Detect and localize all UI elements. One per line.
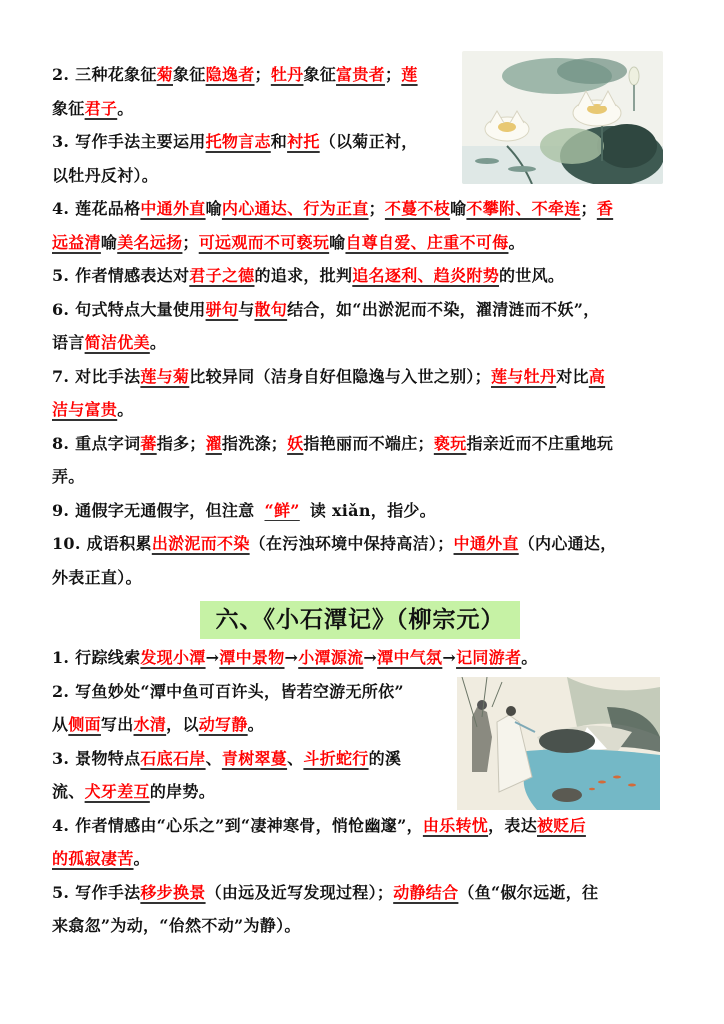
note-item <box>52 675 672 742</box>
text-segment: （以菊正衬， <box>319 132 418 151</box>
text-segment: → <box>205 648 220 667</box>
text-segment: 6. 句式特点大量使用 <box>52 299 206 319</box>
text-segment: 结合，如“出淤泥而不染，濯清涟而不妖”， <box>287 299 600 319</box>
text-segment: 指艳丽而不端庄； <box>303 433 434 453</box>
text-segment: 指亲近而不庄重地玩 <box>466 433 614 453</box>
note-item <box>52 293 672 360</box>
highlighted-keyword: 牡丹 <box>270 65 304 84</box>
note-line <box>52 58 672 92</box>
highlighted-keyword: 妖 <box>287 433 304 453</box>
highlighted-keyword: 濯 <box>205 433 222 453</box>
text-segment: ； <box>182 232 199 252</box>
highlighted-keyword: 的孤寂凄苦 <box>52 849 134 868</box>
highlighted-keyword: 香 <box>596 199 614 218</box>
text-segment: 对比 <box>556 366 589 386</box>
highlighted-keyword: 散句 <box>254 299 288 319</box>
note-line <box>52 775 672 809</box>
note-line <box>52 909 672 943</box>
highlighted-keyword: 洁与富贵 <box>52 400 118 419</box>
text-segment: 4. 莲花品格 <box>52 199 141 218</box>
highlighted-keyword: 记同游者 <box>456 648 522 667</box>
highlighted-keyword: 潭中气氛 <box>377 648 443 667</box>
note-line <box>52 494 672 528</box>
highlighted-keyword: 发现小潭 <box>140 648 206 667</box>
text-segment: （鱼“俶尔远逝，往 <box>458 882 599 902</box>
highlighted-keyword: 君子 <box>84 98 118 118</box>
text-segment: 、 <box>205 748 222 768</box>
text-segment: 。 <box>508 232 525 252</box>
highlighted-keyword: 简洁优美 <box>84 333 150 352</box>
note-item <box>52 360 672 427</box>
note-line <box>52 92 672 126</box>
highlighted-keyword: 莲 <box>401 65 418 84</box>
text-segment: ； <box>368 199 385 218</box>
text-segment: 2. 三种花象征 <box>52 65 157 84</box>
text-segment: 4. 作者情感由“心乐之”到“凄神寒骨，悄怆幽邃”， <box>52 815 423 835</box>
highlighted-keyword: 内心通达、行为正直 <box>221 199 369 218</box>
text-segment: → <box>284 648 299 667</box>
text-segment: 和 <box>270 132 288 151</box>
highlighted-keyword: 君子之德 <box>189 266 255 285</box>
highlighted-keyword: 菊 <box>156 65 173 84</box>
highlighted-keyword: 亵玩 <box>433 433 467 453</box>
highlighted-keyword: 小潭源流 <box>298 648 364 667</box>
text-segment: → <box>363 648 378 667</box>
note-line <box>52 259 672 293</box>
note-line <box>52 641 672 675</box>
text-segment: ； <box>254 65 271 84</box>
text-segment: → <box>442 648 457 667</box>
text-segment: 5. 写作手法 <box>52 882 141 902</box>
note-item <box>52 527 672 594</box>
text-segment: 指多； <box>156 433 206 453</box>
text-segment: 1. 行踪线索 <box>52 648 141 667</box>
highlighted-keyword: 斗折蛇行 <box>303 748 369 768</box>
text-segment: 比较异同（洁身自好但隐逸与入世之别）； <box>189 366 491 386</box>
text-segment: （在污浊环境中保持高洁）； <box>249 534 454 553</box>
text-segment: 3. 景物特点 <box>52 748 141 768</box>
note-line <box>52 708 672 742</box>
note-line <box>52 876 672 910</box>
text-segment: （由远及近写发现过程）； <box>205 882 394 902</box>
highlighted-keyword: 富贵者 <box>336 65 385 84</box>
text-segment: ，以 <box>166 715 199 734</box>
text-segment: ； <box>580 199 597 218</box>
text-segment: 以牡丹反衬）。 <box>52 165 159 185</box>
text-segment: 。 <box>247 715 264 734</box>
highlighted-keyword: 莲与牡丹 <box>490 366 557 386</box>
document-page <box>52 58 672 594</box>
note-item <box>52 192 672 259</box>
text-segment: 8. 重点字词 <box>52 433 141 453</box>
highlighted-keyword: 蕃 <box>140 433 157 453</box>
highlighted-keyword: 动静结合 <box>393 882 459 902</box>
highlighted-keyword: 石底石岸 <box>140 748 206 768</box>
text-segment: 象征 <box>52 98 85 118</box>
note-item <box>52 58 672 125</box>
text-segment: 从 <box>52 715 69 734</box>
text-segment: 语言 <box>52 333 85 352</box>
highlighted-keyword: 中通外直 <box>140 199 206 218</box>
highlighted-keyword: 追名逐利、趋炎附势 <box>352 266 499 285</box>
text-segment: 10. 成语积累 <box>52 534 152 553</box>
section-heading-xiaoshitanji: 六、《小石潭记》（柳宗元） <box>200 601 520 639</box>
text-segment: 象征 <box>173 65 206 84</box>
highlighted-keyword: 骈句 <box>205 299 239 319</box>
highlighted-keyword: 中通外直 <box>453 534 519 553</box>
note-line <box>52 326 672 360</box>
note-line <box>52 675 672 709</box>
note-item <box>52 427 672 494</box>
note-line <box>52 460 672 494</box>
text-segment: 的追求，批判 <box>254 266 353 285</box>
highlighted-keyword: 移步换景 <box>140 882 206 902</box>
xiaoshitan-notes-section <box>52 641 672 943</box>
text-segment: 弄。 <box>52 467 85 486</box>
highlighted-keyword: 犬牙差互 <box>84 782 150 801</box>
text-segment: 喻 <box>100 232 118 252</box>
note-line <box>52 393 672 427</box>
text-segment: 的溪 <box>368 748 402 768</box>
highlighted-keyword: 隐逸者 <box>205 65 255 84</box>
highlighted-keyword: 潭中景物 <box>219 648 285 667</box>
highlighted-keyword: 出淤泥而不染 <box>151 534 250 553</box>
note-line <box>52 527 672 561</box>
note-line <box>52 360 672 394</box>
text-segment: 。 <box>133 849 150 868</box>
highlighted-keyword: 被贬后 <box>537 815 586 835</box>
highlighted-keyword: 不蔓不枝 <box>384 199 451 218</box>
highlighted-keyword: 青树翠蔓 <box>221 748 288 768</box>
note-line <box>52 125 672 159</box>
note-item <box>52 641 672 675</box>
text-segment: 读 xiǎn，指少。 <box>309 500 436 520</box>
xiaoshitan-notes-container <box>52 641 672 943</box>
note-line <box>52 226 672 260</box>
note-item <box>52 125 672 192</box>
text-segment: 写出 <box>100 715 134 734</box>
highlighted-keyword: 衬托 <box>287 132 320 151</box>
note-line <box>52 159 672 193</box>
note-item <box>52 494 672 528</box>
highlighted-keyword: 托物言志 <box>205 132 271 151</box>
text-segment: 5. 作者情感表达对 <box>52 266 190 285</box>
text-segment: 流、 <box>52 782 85 801</box>
text-segment: ，表达 <box>488 815 537 835</box>
highlighted-keyword: 可远观而不可亵玩 <box>198 232 330 252</box>
text-segment: 。 <box>117 98 134 118</box>
highlighted-keyword: 远益清 <box>52 232 101 252</box>
note-line <box>52 809 672 843</box>
highlighted-keyword: 自尊自爱、庄重不可侮 <box>345 232 509 252</box>
text-segment: 。 <box>149 333 167 352</box>
note-item <box>52 259 672 293</box>
text-segment: 。 <box>117 400 134 419</box>
text-segment: 的世风。 <box>499 266 565 285</box>
note-item <box>52 742 672 809</box>
text-segment: 喻 <box>329 232 346 252</box>
highlighted-keyword: 高 <box>588 366 606 386</box>
text-segment: 。 <box>521 648 538 667</box>
highlighted-keyword: 动写静 <box>198 715 248 734</box>
text-segment: 外表正直）。 <box>52 567 142 587</box>
highlighted-keyword: 水清 <box>133 715 167 734</box>
text-segment: 2. 写鱼妙处“潭中鱼可百许头，皆若空游无所依” <box>52 681 404 701</box>
text-segment: 3. 写作手法主要运用 <box>52 132 206 151</box>
text-segment: 指洗涤； <box>221 433 288 453</box>
highlighted-keyword: 由乐转忧 <box>422 815 489 835</box>
note-line <box>52 427 672 461</box>
note-line <box>52 742 672 776</box>
text-segment: （内心通达， <box>518 534 617 553</box>
note-item <box>52 876 672 943</box>
lotus-notes-section <box>52 58 672 594</box>
note-item <box>52 809 672 876</box>
highlighted-keyword: 美名远扬 <box>117 232 183 252</box>
highlighted-keyword: “鲜” <box>264 500 300 520</box>
highlighted-keyword: 侧面 <box>68 715 101 734</box>
text-segment: 喻 <box>205 199 222 218</box>
highlighted-keyword: 不攀附、不牵连 <box>466 199 581 218</box>
note-line <box>52 192 672 226</box>
text-segment: 象征 <box>303 65 337 84</box>
text-segment: 与 <box>238 299 255 319</box>
text-segment: 喻 <box>450 199 467 218</box>
text-segment: 的岸势。 <box>149 782 216 801</box>
text-segment: 7. 对比手法 <box>52 366 141 386</box>
text-segment: 来翕忽”为动，“佁然不动”为静）。 <box>52 916 301 935</box>
text-segment: 、 <box>287 748 304 768</box>
text-segment: ； <box>384 65 402 84</box>
note-line <box>52 842 672 876</box>
highlighted-keyword: 莲与菊 <box>140 366 190 386</box>
text-segment: 9. 通假字无通假字，但注意 <box>52 500 255 520</box>
note-line <box>52 561 672 595</box>
note-line <box>52 293 672 327</box>
